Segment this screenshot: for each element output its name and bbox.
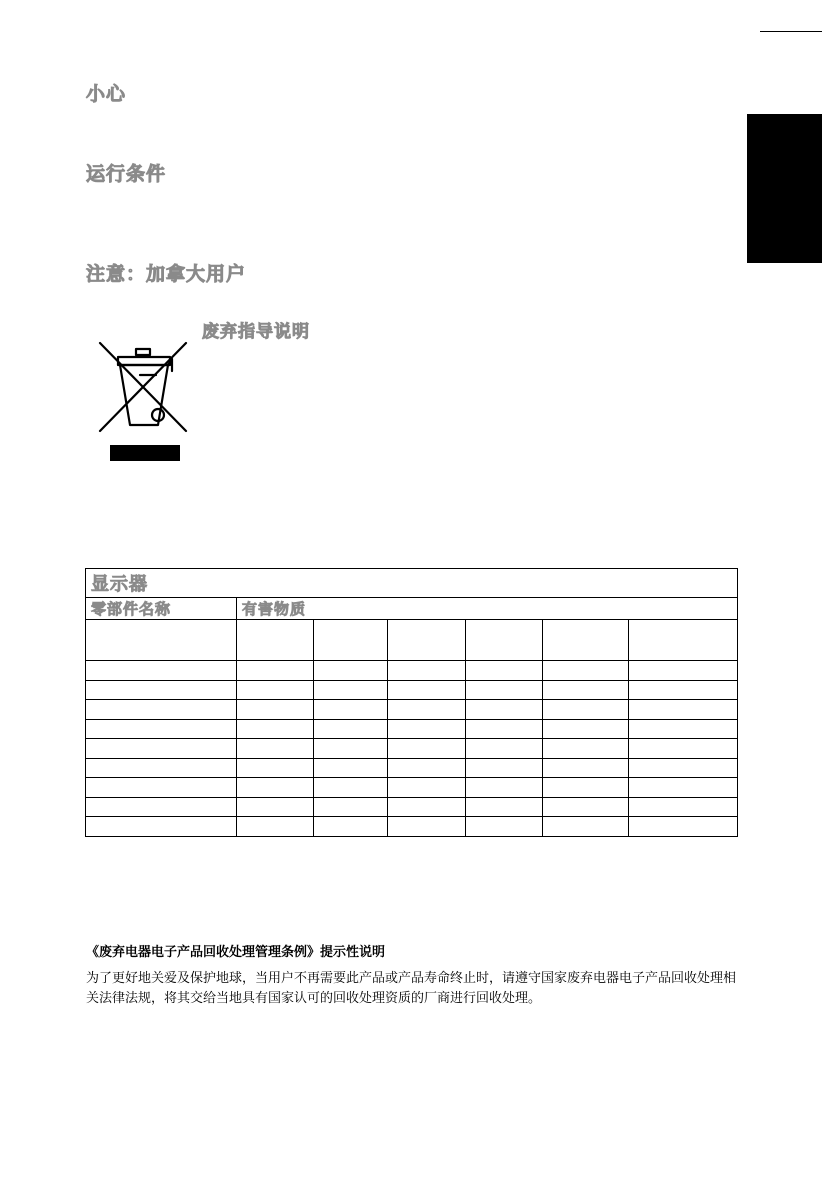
header-hazardous-substances: 有害物质 [237,597,738,620]
heading-weee: 废弃指导说明 [202,322,310,342]
table-row [86,797,738,817]
table-row [86,680,738,700]
language-side-tab [747,114,822,263]
heading-canada-notice: 注意：加拿大用户 [86,263,247,285]
crossed-out-wheelie-bin-icon [96,335,192,463]
heading-operating-conditions: 运行条件 [86,163,167,185]
table-row [86,739,738,759]
corner-rule [760,31,822,32]
table-row [86,661,738,681]
table-row [86,700,738,720]
table-row [86,817,738,837]
table-row [86,778,738,798]
table-row [86,719,738,739]
table-product-cell: 显示器 [86,569,738,598]
hazardous-substances-table [85,568,738,837]
heading-caution: 小心 [86,83,127,105]
substance-subheader-row [86,620,738,661]
recycling-notice-body: 为了更好地关爱及保护地球，当用户不再需要此产品或产品寿命终止时，请遵守国家废弃电器电子产品回收处理相关法律法规，将其交给当地具有国家认可的回收处理资质的厂商进行回收处理。 [86,971,737,1006]
recycling-notice-title: 《废弃电器电子产品回收处理管理条例》提示性说明 [86,945,386,960]
header-part-name: 零部件名称 [86,597,237,620]
table-row [86,758,738,778]
